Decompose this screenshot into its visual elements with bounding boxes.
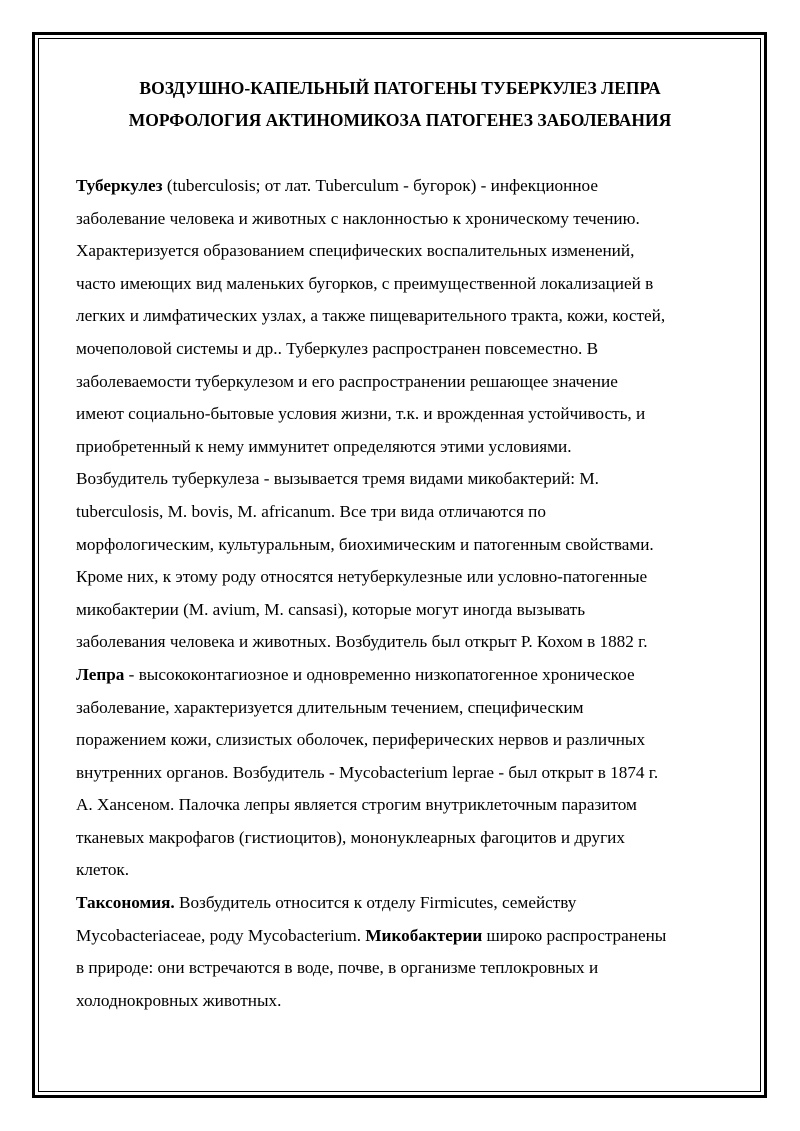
body-line [76, 300, 736, 333]
line-text: Возбудитель туберкулеза - вызывается тремя видами микобактерий: M. [76, 469, 599, 489]
line-text: Характеризуется образованием специфических воспалительных изменений, [76, 241, 635, 261]
line-text: заболевание, характеризуется длительным течением, специфическим [76, 697, 584, 717]
body-line [76, 333, 736, 366]
body-line [76, 594, 736, 627]
body-line [76, 692, 736, 725]
body-line [76, 561, 736, 594]
body-line [76, 887, 736, 920]
body-line [76, 268, 736, 301]
line-text: (tuberculosis; от лат. Tuberculum - бугорок) - инфекционное [162, 176, 598, 195]
line-text: Кроме них, к этому роду относятся нетуберкулезные или условно-патогенные [76, 567, 648, 587]
line-text: морфологическим, культуральным, биохимическим и патогенным свойствами. [76, 534, 654, 554]
body-line [76, 496, 736, 529]
line-text: холоднокровных животных. [76, 990, 282, 1010]
bold-term: Туберкулез [76, 176, 163, 195]
body-line [76, 757, 736, 790]
line-text: поражением кожи, слизистых оболочек, периферических нервов и различных [76, 730, 646, 750]
line-text: в природе: они встречаются в воде, почве, в организме теплокровных и [76, 958, 599, 978]
body-line [76, 789, 736, 822]
line-text: - высококонтагиозное и одновременно низкопатогенное хроническое [124, 664, 635, 684]
line-text: А. Хансеном. Палочка лепры является строгим внутриклеточным паразитом [76, 795, 637, 815]
body-line [76, 724, 736, 757]
body-line [76, 431, 736, 464]
line-text: Возбудитель относится к отделу Firmicutes, семейству [174, 893, 577, 913]
line-text: мочеполовой системы и др.. Туберкулез распространен повсеместно. В [76, 338, 599, 358]
line-text: заболевание человека и животных с наклонностью к хроническому течению. [76, 208, 640, 228]
body-line [76, 463, 736, 496]
line-text: внутренних органов. Возбудитель - Mycobacterium leprae - был открыт в 1874 г. [76, 762, 659, 782]
line-text: tuberculosis, M. bovis, M. africanum. Все три вида отличаются по [76, 501, 546, 521]
body-line [76, 854, 736, 887]
body-line [76, 203, 736, 236]
body-line [76, 398, 736, 431]
bold-term: Лепра [76, 664, 125, 684]
body-line [76, 952, 736, 985]
bold-term: Таксономия. [76, 893, 175, 913]
line-text: часто имеющих вид маленьких бугорков, с преимущественной локализацией в [76, 273, 654, 293]
line-text: заболевания человека и животных. Возбудитель был открыт Р. Кохом в 1882 г. [76, 632, 648, 652]
body-line [76, 822, 736, 855]
body-line [76, 985, 736, 1018]
body-line [76, 529, 736, 562]
bold-term: Микобактерии [365, 925, 483, 945]
line-text: клеток. [76, 860, 130, 880]
body-line [76, 235, 736, 268]
document-body [76, 170, 736, 1017]
line-text: Mycobacteriaceae, роду Mycobacterium. [76, 925, 366, 945]
line-text: микобактерии (M. avium, M. cansasi), которые могут иногда вызывать [76, 599, 586, 619]
line-text: заболеваемости туберкулезом и его распространении решающее значение [76, 371, 618, 391]
body-line [76, 920, 736, 953]
line-text: имеют социально-бытовые условия жизни, т.к. и врожденная устойчивость, и [76, 404, 646, 424]
body-line [76, 366, 736, 399]
line-text: широко распространены [482, 925, 667, 945]
document-title [60, 72, 740, 136]
body-line [76, 659, 736, 692]
title-line-1: ВОЗДУШНО-КАПЕЛЬНЫЙ ПАТОГЕНЫ ТУБЕРКУЛЕЗ ЛЕПРА [139, 78, 661, 98]
title-line-2: МОРФОЛОГИЯ АКТИНОМИКОЗА ПАТОГЕНЕЗ ЗАБОЛЕВАНИЯ [128, 110, 672, 130]
line-text: приобретенный к нему иммунитет определяются этими условиями. [76, 436, 572, 456]
body-line [76, 170, 736, 203]
body-line [76, 626, 736, 659]
line-text: тканевых макрофагов (гистиоцитов), мононуклеарных фагоцитов и других [76, 827, 625, 847]
line-text: легких и лимфатических узлах, а также пищеварительного тракта, кожи, костей, [76, 306, 666, 326]
